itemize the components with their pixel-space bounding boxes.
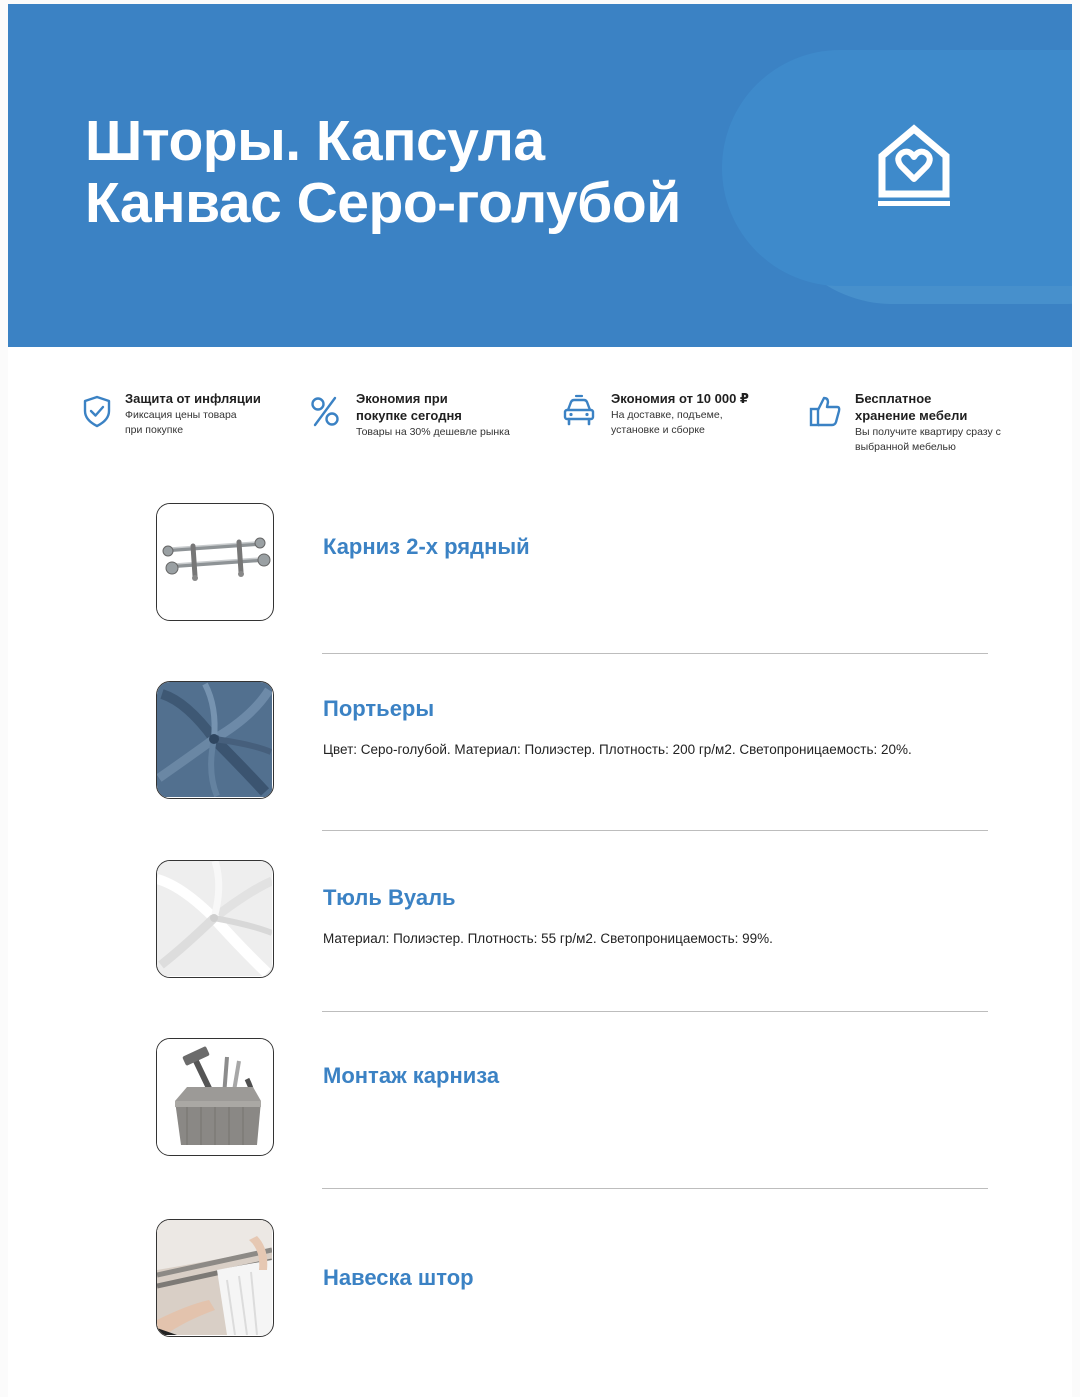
curtain-rod-image (156, 503, 274, 621)
thumbs-up-icon (808, 394, 842, 428)
feature-desc: Товары на 30% дешевле рынка (356, 426, 510, 438)
item-title: Карниз 2-х рядный (323, 534, 530, 559)
divider (322, 653, 988, 654)
page-title-line1: Шторы. Капсула (85, 109, 545, 173)
list-item[interactable] (8, 1038, 1072, 1190)
page-title-line2: Канвас Серо-голубой (85, 171, 681, 235)
feature-title: Защита от инфляции (125, 391, 261, 406)
shield-check-icon (80, 394, 114, 428)
item-title: Тюль Вуаль (323, 885, 456, 910)
house-heart-icon (874, 122, 954, 208)
hero-banner (8, 4, 1072, 347)
list-item[interactable] (8, 503, 1072, 655)
item-title: Монтаж карниза (323, 1063, 500, 1088)
page (8, 4, 1072, 1397)
white-tulle-image (156, 860, 274, 978)
divider (322, 1188, 988, 1189)
car-icon (562, 394, 596, 428)
item-desc: Цвет: Серо-голубой. Материал: Полиэстер. Плотность: 200 гр/м2. Светопроницаемость: 20%. (323, 742, 912, 757)
percent-icon (308, 394, 342, 428)
feature-title: Бесплатное хранение мебели (855, 391, 968, 423)
list-item[interactable] (8, 1219, 1072, 1349)
list-item[interactable] (8, 681, 1072, 833)
feature-title: Экономия при покупке сегодня (356, 391, 462, 423)
item-title: Навеска штор (323, 1265, 474, 1290)
hanging-curtains-image (156, 1219, 274, 1337)
blue-fabric-image (156, 681, 274, 799)
page-title (85, 110, 745, 234)
features-row (8, 390, 1072, 470)
list-item[interactable] (8, 860, 1072, 1012)
item-title: Портьеры (323, 696, 435, 721)
divider (322, 830, 988, 831)
feature-desc: Фиксация цены товара при покупке (125, 409, 237, 436)
feature-desc: На доставке, подъеме, установке и сборке (611, 409, 723, 436)
divider (322, 1011, 988, 1012)
toolbox-image (156, 1038, 274, 1156)
feature-title: Экономия от 10 000 ₽ (611, 391, 749, 406)
item-desc: Материал: Полиэстер. Плотность: 55 гр/м2. Светопроницаемость: 99%. (323, 931, 773, 946)
feature-desc: Вы получите квартиру сразу с выбранной мебелью (855, 426, 1001, 453)
